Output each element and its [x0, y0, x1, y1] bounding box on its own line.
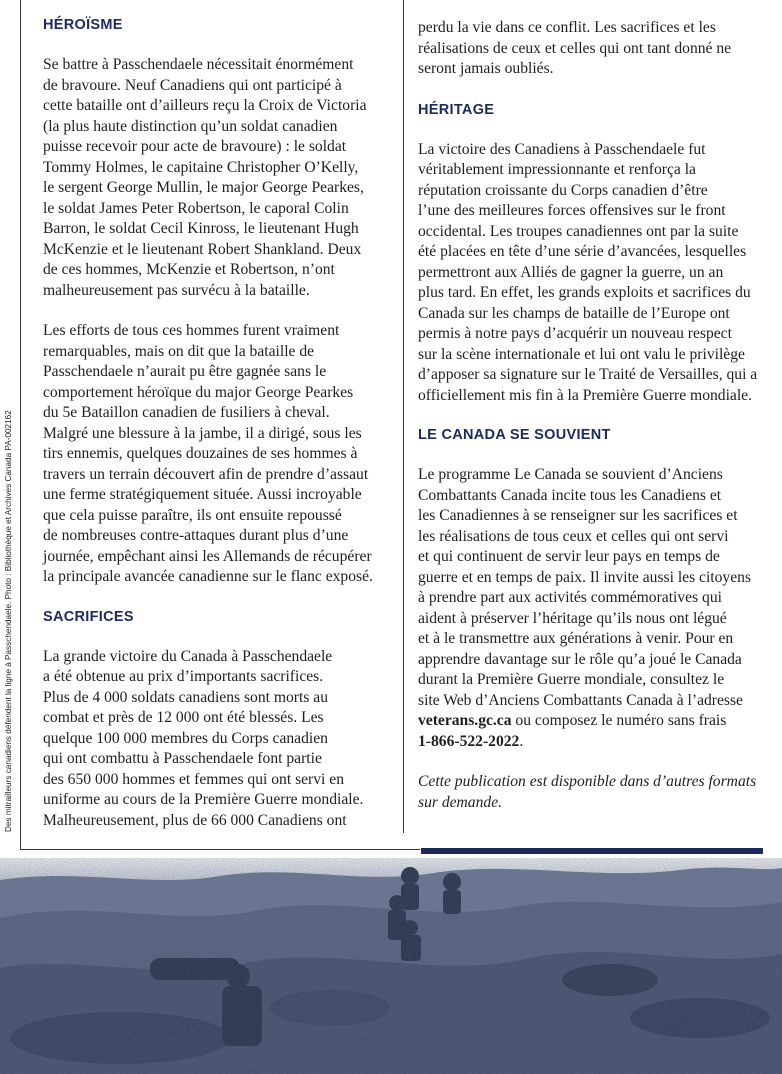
heading-souvient: LE CANADA SE SOUVIENT [418, 427, 611, 443]
right-column [418, 0, 773, 813]
website-link[interactable]: veterans.gc.ca [418, 712, 512, 729]
column-divider [403, 0, 404, 833]
battlefield-photo-graphic [0, 858, 782, 1074]
frame-left-rule [20, 0, 21, 850]
souvient-text: Le programme Le Canada se souvient d’Anciens Combattants Canada incite tous les Canadiens et les Canadiennes à se renseigner sur les sacrifices et les réalisations de tous ceux et celles qui ont servi et qui continuent de servir leur pays en temps de guerre et en temps de paix. Il invite aussi les citoyens à prendre part aux activités commémoratives qui aident à préserver l’héritage qu’ils nous ont légué et à le transmettre aux générations à venir. Pour en apprendre davantage sur le rôle qu’a joué le Canada durant la Première Guerre mondiale, consultez le site Web d’Anciens Combattants Canada à l’adresse [418, 466, 752, 709]
availability-note: Cette publication est disponible dans d’autres formats sur demande. [418, 773, 757, 811]
heading-heroisme: HÉROÏSME [43, 17, 123, 33]
phone-intro: ou composez le numéro sans frais [511, 712, 727, 729]
souvient-paragraph-1 [418, 465, 773, 752]
battlefield-photo [0, 858, 782, 1074]
continuation-paragraph: perdu la vie dans ce conflit. Les sacrifices et les réalisations de ceux et celles qui ont tant donné ne seront jamais oubliés. [418, 19, 732, 77]
heading-sacrifices: SACRIFICES [43, 608, 134, 625]
photo-credit: Des mitrailleurs canadiens défendent la ligne à Passchendaele. Photo : Bibliothèque et Archives Canada PA-002162 [4, 410, 13, 832]
heritage-paragraph-1: La victoire des Canadiens à Passchendaele fut véritablement impressionnante et renforça la réputation croissante du Corps canadien d’être l’une des meilleures forces offensives sur le front occidental. Les troupes canadiennes ont par la suite été placées en tête d’une série d’avancées, lesquelles permettront aux Alliés de gagner la guerre, un an plus tard. En effet, les grands exploits et sacrifices du Canada sur les champs de bataille de l’Europe ont permis à notre pays d’acquérir un nouveau respect sur la scène internationale et lui ont valu le privilège d’apposer sa signature sur le Traité de Versailles, qui a officiellement mis fin à la Première Guerre mondiale. [418, 140, 758, 404]
accent-bar [421, 848, 763, 854]
frame-bottom-rule [20, 849, 420, 850]
sentence-period: . [519, 732, 524, 750]
sacrifices-paragraph-1: La grande victoire du Canada à Passchendaele a été obtenue au prix d’importants sacrifices. Plus de 4 000 soldats canadiens sont morts au combat et près de 12 000 ont été blessés. Les quelque 100 000 membres du Corps canadien qui ont combattu à Passchendaele font partie des 650 000 hommes et femmes qui ont servi en uniforme au cours de la Première Guerre mondiale. Malheureusement, plus de 66 000 Canadiens ont [43, 647, 364, 829]
phone-number: 1-866-522-2022 [418, 732, 520, 750]
heroisme-paragraph-2: Les efforts de tous ces hommes furent vraiment remarquables, mais on dit que la bataille de Passchendaele n’aurait pu être gagnée sans le comportement héroïque du major George Pearkes du 5e Bataillon canadien de fusiliers à cheval. Malgré une blessure à la jambe, il a dirigé, sous les tirs ennemis, quelques douzaines de ses hommes à travers un terrain découvert afin de prendre d’assaut une ferme stratégiquement située. Aussi incroyable que cela puisse paraître, ils ont ensuite repoussé de nombreuses contre-attaques durant plus d’une journée, empêchant ainsi les Allemands de récupérer la principale avancée canadienne sur le flanc exposé. [43, 322, 373, 585]
left-column [43, 0, 391, 831]
heroisme-paragraph-1: Se battre à Passchendaele nécessitait énormément de bravoure. Neuf Canadiens qui ont participé à cette bataille ont d’ailleurs reçu la Croix de Victoria (la plus haute distinction qu’un soldat canadien puisse recevoir pour acte de bravoure) : le soldat Tommy Holmes, le capitaine Christopher O’Kelly, le sergent George Mullin, le major George Pearkes, le soldat James Peter Robertson, le caporal Colin Barron, le soldat Cecil Kinross, le lieutenant Hugh McKenzie et le lieutenant Robert Shankland. Deux de ces hommes, McKenzie et Robertson, n’ont malheureusement pas survécu à la bataille. [43, 56, 367, 299]
heading-heritage: HÉRITAGE [418, 101, 495, 118]
